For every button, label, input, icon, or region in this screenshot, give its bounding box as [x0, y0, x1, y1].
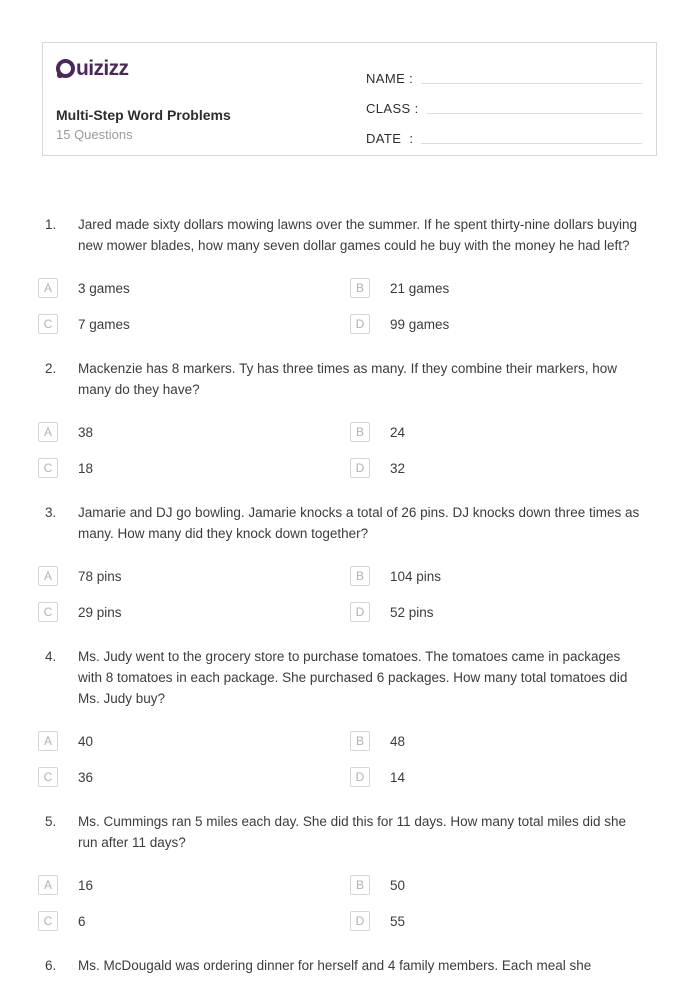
options-grid — [38, 875, 645, 931]
class-field-line[interactable] — [427, 113, 642, 114]
option-text: 104 pins — [390, 568, 442, 584]
header-left-column — [43, 43, 348, 155]
option-text: 7 games — [78, 316, 130, 332]
question-number: 5. — [45, 814, 57, 829]
question-5 — [38, 811, 645, 931]
option-text: 40 — [78, 733, 94, 749]
name-field-row — [366, 57, 642, 87]
option-letter-box[interactable]: B — [350, 278, 370, 298]
option-text: 3 games — [78, 280, 130, 296]
option-letter-box[interactable]: B — [350, 731, 370, 751]
option-text: 50 — [390, 877, 406, 893]
question-text: Ms. McDougald was ordering dinner for herself and 4 family members. Each meal she — [78, 958, 592, 973]
name-field-label: NAME : — [366, 71, 414, 86]
date-field-line[interactable] — [421, 143, 642, 144]
answer-option-c[interactable] — [38, 602, 350, 622]
question-number: 1. — [45, 217, 57, 232]
option-letter-box[interactable]: C — [38, 767, 58, 787]
option-text: 32 — [390, 460, 406, 476]
option-letter-box[interactable]: C — [38, 911, 58, 931]
quizizz-q-dot — [57, 72, 63, 78]
option-letter-box[interactable]: A — [38, 278, 58, 298]
option-letter-box[interactable]: D — [350, 911, 370, 931]
name-field-line[interactable] — [421, 83, 642, 84]
header-fields-column — [348, 43, 656, 155]
question-3 — [38, 502, 645, 622]
quiz-title: Multi-Step Word Problems — [56, 107, 231, 123]
option-letter-box[interactable]: B — [350, 566, 370, 586]
question-text: Ms. Judy went to the grocery store to purchase tomatoes. The tomatoes came in packages with 8 tomatoes in each package. She purchased 6 packages. How many total tomatoes did Ms. Judy buy? — [78, 649, 628, 706]
answer-option-a[interactable] — [38, 278, 350, 298]
option-text: 55 — [390, 913, 406, 929]
answer-option-a[interactable] — [38, 566, 350, 586]
option-text: 78 pins — [78, 568, 122, 584]
quizizz-q-icon — [56, 59, 75, 78]
answer-option-a[interactable] — [38, 875, 350, 895]
options-grid — [38, 731, 645, 787]
options-grid — [38, 278, 645, 334]
worksheet-header — [42, 42, 657, 156]
quiz-question-count: 15 Questions — [56, 127, 133, 142]
option-text: 18 — [78, 460, 94, 476]
question-text: Jamarie and DJ go bowling. Jamarie knocks a total of 26 pins. DJ knocks down three times as many. How many did they knock down together? — [78, 505, 640, 541]
answer-option-b[interactable] — [350, 731, 645, 751]
option-text: 48 — [390, 733, 406, 749]
question-1 — [38, 214, 645, 334]
option-text: 99 games — [390, 316, 450, 332]
answer-option-d[interactable] — [350, 314, 645, 334]
question-6 — [38, 955, 645, 976]
option-letter-box[interactable]: A — [38, 566, 58, 586]
answer-option-b[interactable] — [350, 422, 645, 442]
answer-option-c[interactable] — [38, 767, 350, 787]
option-text: 38 — [78, 424, 94, 440]
question-list — [0, 156, 700, 990]
option-letter-box[interactable]: C — [38, 602, 58, 622]
quizizz-logo — [56, 56, 338, 80]
option-text: 16 — [78, 877, 94, 893]
options-grid — [38, 422, 645, 478]
option-text: 6 — [78, 913, 86, 929]
logo-text: uizizz — [76, 56, 129, 80]
option-letter-box[interactable]: B — [350, 422, 370, 442]
answer-option-c[interactable] — [38, 458, 350, 478]
option-letter-box[interactable]: D — [350, 767, 370, 787]
option-text: 52 pins — [390, 604, 434, 620]
question-4 — [38, 646, 645, 787]
question-number: 3. — [45, 505, 57, 520]
answer-option-d[interactable] — [350, 767, 645, 787]
date-field-label: DATE : — [366, 131, 414, 146]
option-letter-box[interactable]: A — [38, 731, 58, 751]
question-text: Mackenzie has 8 markers. Ty has three times as many. If they combine their markers, how many do they have? — [78, 361, 617, 397]
option-text: 36 — [78, 769, 94, 785]
answer-option-a[interactable] — [38, 422, 350, 442]
option-letter-box[interactable]: A — [38, 422, 58, 442]
option-text: 24 — [390, 424, 406, 440]
answer-option-b[interactable] — [350, 875, 645, 895]
answer-option-d[interactable] — [350, 602, 645, 622]
option-letter-box[interactable]: B — [350, 875, 370, 895]
option-letter-box[interactable]: D — [350, 458, 370, 478]
answer-option-d[interactable] — [350, 911, 645, 931]
question-text: Ms. Cummings ran 5 miles each day. She did this for 11 days. How many total miles did she run after 11 days? — [78, 814, 626, 850]
option-letter-box[interactable]: D — [350, 602, 370, 622]
answer-option-b[interactable] — [350, 278, 645, 298]
option-text: 21 games — [390, 280, 450, 296]
question-number: 2. — [45, 361, 57, 376]
answer-option-b[interactable] — [350, 566, 645, 586]
answer-option-c[interactable] — [38, 911, 350, 931]
class-field-row — [366, 87, 642, 117]
option-text: 29 pins — [78, 604, 122, 620]
quiz-title-block — [56, 107, 338, 143]
option-letter-box[interactable]: D — [350, 314, 370, 334]
option-text: 14 — [390, 769, 406, 785]
date-field-row — [366, 117, 642, 147]
answer-option-c[interactable] — [38, 314, 350, 334]
answer-option-d[interactable] — [350, 458, 645, 478]
option-letter-box[interactable]: A — [38, 875, 58, 895]
question-number: 6. — [45, 958, 57, 973]
class-field-label: CLASS : — [366, 101, 419, 116]
question-2 — [38, 358, 645, 478]
answer-option-a[interactable] — [38, 731, 350, 751]
question-text: Jared made sixty dollars mowing lawns over the summer. If he spent thirty-nine dollars buying new mower blades, how many seven dollar games could he buy with the money he had left? — [78, 217, 638, 253]
option-letter-box[interactable]: C — [38, 458, 58, 478]
option-letter-box[interactable]: C — [38, 314, 58, 334]
question-number: 4. — [45, 649, 57, 664]
options-grid — [38, 566, 645, 622]
